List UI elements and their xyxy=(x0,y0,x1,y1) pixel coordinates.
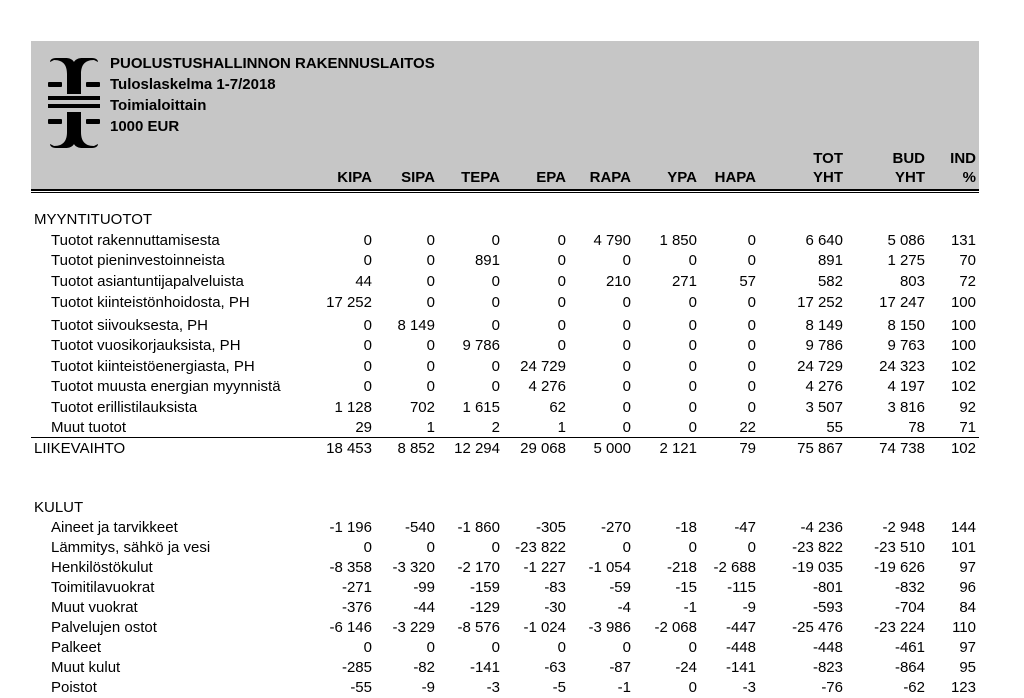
cell-value: 891 xyxy=(817,252,843,269)
cell-value: -8 358 xyxy=(329,559,372,576)
column-header: TOT xyxy=(813,150,843,167)
cell-value: 0 xyxy=(426,273,435,290)
cell-value: -59 xyxy=(609,579,631,596)
cell-value: 1 xyxy=(426,419,435,436)
row-label: Lämmitys, sähkö ja vesi xyxy=(51,539,211,556)
cell-value: 55 xyxy=(826,419,843,436)
total-row xyxy=(0,439,1024,459)
cell-value: 0 xyxy=(688,294,697,311)
cell-value: 0 xyxy=(557,294,566,311)
cell-value: 0 xyxy=(557,337,566,354)
cell-value: 4 197 xyxy=(887,378,925,395)
cell-value: 22 xyxy=(739,419,756,436)
cell-value: 24 323 xyxy=(879,358,925,375)
cell-value: -540 xyxy=(404,519,435,536)
cell-value: -87 xyxy=(609,659,631,676)
table-row xyxy=(0,658,1024,678)
cell-value: 0 xyxy=(426,378,435,395)
cell-value: -115 xyxy=(727,579,756,596)
cell-value: 8 150 xyxy=(887,317,925,334)
cell-value: 101 xyxy=(950,539,976,556)
report-title: Tuloslaskelma 1-7/2018 xyxy=(110,76,276,93)
section-heading xyxy=(0,210,1024,230)
cell-value: 0 xyxy=(363,232,372,249)
cell-value: 62 xyxy=(549,399,566,416)
cell-value: 0 xyxy=(491,539,500,556)
cell-value: 0 xyxy=(426,294,435,311)
cell-value: -1 054 xyxy=(588,559,631,576)
cell-value: 78 xyxy=(908,419,925,436)
cell-value: -47 xyxy=(734,519,756,536)
cell-value: -3 986 xyxy=(588,619,631,636)
cell-value: -270 xyxy=(600,519,631,536)
cell-value: 271 xyxy=(671,273,697,290)
cell-value: 29 068 xyxy=(520,440,566,457)
cell-value: 0 xyxy=(622,539,631,556)
cell-value: 100 xyxy=(950,294,976,311)
cell-value: -305 xyxy=(535,519,566,536)
cell-value: -448 xyxy=(725,639,756,656)
cell-value: 4 276 xyxy=(528,378,566,395)
row-label: Tuotot asiantuntijapalveluista xyxy=(51,273,244,290)
table-row xyxy=(0,336,1024,356)
cell-value: 144 xyxy=(950,519,976,536)
cell-value: 8 149 xyxy=(805,317,843,334)
cell-value: 0 xyxy=(363,539,372,556)
cell-value: 0 xyxy=(747,399,756,416)
cell-value: 8 149 xyxy=(397,317,435,334)
row-label: Palkeet xyxy=(51,639,102,656)
cell-value: 84 xyxy=(959,599,976,616)
total-rule xyxy=(31,437,979,438)
cell-value: 0 xyxy=(747,317,756,334)
cell-value: 0 xyxy=(363,358,372,375)
cell-value: 102 xyxy=(950,378,976,395)
cell-value: 1 128 xyxy=(334,399,372,416)
cell-value: 24 729 xyxy=(797,358,843,375)
cell-value: -1 196 xyxy=(329,519,372,536)
cell-value: 0 xyxy=(622,378,631,395)
table-row xyxy=(0,578,1024,598)
cell-value: -218 xyxy=(666,559,697,576)
cell-value: 57 xyxy=(739,273,756,290)
cell-value: -24 xyxy=(675,659,697,676)
table-row xyxy=(0,618,1024,638)
cell-value: -3 xyxy=(742,679,756,696)
row-label: Tuotot siivouksesta, PH xyxy=(51,317,209,334)
cell-value: 0 xyxy=(363,337,372,354)
cell-value: 0 xyxy=(622,358,631,375)
cell-value: 891 xyxy=(474,252,500,269)
cell-value: 0 xyxy=(688,639,697,656)
table-row xyxy=(0,398,1024,418)
cell-value: 74 738 xyxy=(879,440,925,457)
header-rule xyxy=(31,189,979,191)
cell-value: 9 786 xyxy=(805,337,843,354)
cell-value: 8 852 xyxy=(397,440,435,457)
cell-value: 9 786 xyxy=(462,337,500,354)
cell-value: -9 xyxy=(742,599,756,616)
cell-value: 702 xyxy=(409,399,435,416)
cell-value: 100 xyxy=(950,317,976,334)
cell-value: 0 xyxy=(622,399,631,416)
row-label: Toimitilavuokrat xyxy=(51,579,155,596)
cell-value: -3 229 xyxy=(392,619,435,636)
cell-value: 95 xyxy=(959,659,976,676)
cell-value: 0 xyxy=(363,378,372,395)
cell-value: 29 xyxy=(355,419,372,436)
cell-value: 0 xyxy=(622,252,631,269)
cell-value: 12 294 xyxy=(454,440,500,457)
cell-value: -593 xyxy=(812,599,843,616)
cell-value: 2 121 xyxy=(659,440,697,457)
table-row xyxy=(0,357,1024,377)
cell-value: -2 170 xyxy=(457,559,500,576)
section-heading xyxy=(0,498,1024,518)
cell-value: 3 816 xyxy=(887,399,925,416)
row-label: Poistot xyxy=(51,679,97,696)
row-label: Tuotot kiinteistöenergiasta, PH xyxy=(51,358,255,375)
cell-value: 0 xyxy=(747,252,756,269)
row-label: Tuotot rakennuttamisesta xyxy=(51,232,220,249)
cell-value: -1 860 xyxy=(457,519,500,536)
table-row xyxy=(0,518,1024,538)
row-label: Muut tuotot xyxy=(51,419,127,436)
cell-value: 0 xyxy=(747,232,756,249)
cell-value: -3 320 xyxy=(392,559,435,576)
cell-value: -823 xyxy=(812,659,843,676)
cell-value: -44 xyxy=(413,599,435,616)
cell-value: 0 xyxy=(688,419,697,436)
cell-value: -159 xyxy=(469,579,500,596)
report-breakdown: Toimialoittain xyxy=(110,97,207,114)
row-label: MYYNTITUOTOT xyxy=(34,211,153,228)
cell-value: 0 xyxy=(747,294,756,311)
cell-value: 0 xyxy=(363,252,372,269)
cell-value: 92 xyxy=(959,399,976,416)
cell-value: -9 xyxy=(421,679,435,696)
cell-value: 1 xyxy=(557,419,566,436)
cell-value: 17 252 xyxy=(326,294,372,311)
row-label: KULUT xyxy=(34,499,84,516)
cell-value: 0 xyxy=(688,378,697,395)
cell-value: 102 xyxy=(950,358,976,375)
cell-value: 0 xyxy=(622,419,631,436)
cell-value: -23 822 xyxy=(792,539,843,556)
cell-value: 97 xyxy=(959,559,976,576)
cell-value: 0 xyxy=(622,337,631,354)
cell-value: 0 xyxy=(426,539,435,556)
cell-value: 0 xyxy=(622,639,631,656)
column-header: IND xyxy=(950,150,976,167)
row-label: Tuotot kiinteistönhoidosta, PH xyxy=(51,294,250,311)
cell-value: 123 xyxy=(950,679,976,696)
cell-value: -23 510 xyxy=(874,539,925,556)
column-header: RAPA xyxy=(589,169,631,186)
cell-value: -23 822 xyxy=(515,539,566,556)
cell-value: -2 948 xyxy=(882,519,925,536)
table-row xyxy=(0,418,1024,438)
cell-value: 0 xyxy=(557,639,566,656)
cell-value: -864 xyxy=(894,659,925,676)
cell-value: 210 xyxy=(605,273,631,290)
cell-value: 24 729 xyxy=(520,358,566,375)
cell-value: -3 xyxy=(486,679,500,696)
cell-value: 0 xyxy=(363,639,372,656)
table-row xyxy=(0,231,1024,251)
column-header: YHT xyxy=(813,169,843,186)
cell-value: -30 xyxy=(544,599,566,616)
cell-value: 0 xyxy=(491,378,500,395)
table-row xyxy=(0,678,1024,698)
cell-value: -376 xyxy=(341,599,372,616)
cell-value: 0 xyxy=(747,358,756,375)
cell-value: 0 xyxy=(491,273,500,290)
cell-value: 0 xyxy=(491,294,500,311)
cell-value: 0 xyxy=(557,252,566,269)
cell-value: -19 035 xyxy=(792,559,843,576)
cell-value: 79 xyxy=(739,440,756,457)
cell-value: -448 xyxy=(812,639,843,656)
cell-value: 18 453 xyxy=(326,440,372,457)
column-header: EPA xyxy=(536,169,566,186)
cell-value: -832 xyxy=(894,579,925,596)
cell-value: -18 xyxy=(675,519,697,536)
cell-value: -55 xyxy=(350,679,372,696)
row-label: Tuotot vuosikorjauksista, PH xyxy=(51,337,241,354)
cell-value: -447 xyxy=(725,619,756,636)
cell-value: -76 xyxy=(821,679,843,696)
cell-value: -271 xyxy=(341,579,372,596)
cell-value: 17 252 xyxy=(797,294,843,311)
row-label: Tuotot muusta energian myynnistä xyxy=(51,378,281,395)
cell-value: 0 xyxy=(688,539,697,556)
cell-value: 3 507 xyxy=(805,399,843,416)
cell-value: 4 790 xyxy=(593,232,631,249)
cell-value: -129 xyxy=(469,599,500,616)
column-header: BUD xyxy=(892,150,925,167)
cell-value: -1 227 xyxy=(523,559,566,576)
cell-value: -83 xyxy=(544,579,566,596)
cell-value: 4 276 xyxy=(805,378,843,395)
org-name: PUOLUSTUSHALLINNON RAKENNUSLAITOS xyxy=(110,55,435,72)
organization-logo-icon xyxy=(48,56,100,150)
cell-value: 0 xyxy=(747,378,756,395)
cell-value: 0 xyxy=(491,358,500,375)
cell-value: 0 xyxy=(426,337,435,354)
cell-value: 1 275 xyxy=(887,252,925,269)
cell-value: -4 236 xyxy=(800,519,843,536)
cell-value: 2 xyxy=(491,419,500,436)
cell-value: 0 xyxy=(426,358,435,375)
row-label: Tuotot pieninvestoinneista xyxy=(51,252,225,269)
row-label: Tuotot erillistilauksista xyxy=(51,399,198,416)
column-header: YPA xyxy=(667,169,697,186)
cell-value: 0 xyxy=(622,317,631,334)
cell-value: -6 146 xyxy=(329,619,372,636)
report-titles xyxy=(110,53,435,137)
cell-value: -704 xyxy=(894,599,925,616)
cell-value: 0 xyxy=(688,679,697,696)
cell-value: 71 xyxy=(959,419,976,436)
table-row xyxy=(0,558,1024,578)
cell-value: -15 xyxy=(675,579,697,596)
cell-value: -5 xyxy=(552,679,566,696)
cell-value: 0 xyxy=(688,358,697,375)
cell-value: 0 xyxy=(557,317,566,334)
column-header: KIPA xyxy=(337,169,372,186)
cell-value: 803 xyxy=(899,273,925,290)
cell-value: 1 615 xyxy=(462,399,500,416)
cell-value: -2 068 xyxy=(654,619,697,636)
cell-value: -63 xyxy=(544,659,566,676)
cell-value: -141 xyxy=(725,659,756,676)
cell-value: 0 xyxy=(491,317,500,334)
cell-value: 44 xyxy=(355,273,372,290)
table-row xyxy=(0,293,1024,313)
cell-value: 17 247 xyxy=(879,294,925,311)
cell-value: -99 xyxy=(413,579,435,596)
column-header: % xyxy=(962,169,976,186)
table-row xyxy=(0,251,1024,271)
cell-value: 97 xyxy=(959,639,976,656)
cell-value: 0 xyxy=(688,252,697,269)
cell-value: -285 xyxy=(341,659,372,676)
cell-value: 9 763 xyxy=(887,337,925,354)
cell-value: 72 xyxy=(959,273,976,290)
cell-value: -141 xyxy=(469,659,500,676)
cell-value: 102 xyxy=(950,440,976,457)
column-header: HAPA xyxy=(714,169,756,186)
cell-value: 1 850 xyxy=(659,232,697,249)
cell-value: 0 xyxy=(688,399,697,416)
cell-value: 6 640 xyxy=(805,232,843,249)
column-header: TEPA xyxy=(461,169,500,186)
cell-value: -1 xyxy=(683,599,697,616)
cell-value: 70 xyxy=(959,252,976,269)
cell-value: -1 xyxy=(617,679,631,696)
cell-value: 0 xyxy=(426,639,435,656)
cell-value: 0 xyxy=(426,252,435,269)
cell-value: 75 867 xyxy=(797,440,843,457)
row-label: Muut vuokrat xyxy=(51,599,138,616)
cell-value: 0 xyxy=(557,273,566,290)
cell-value: -2 688 xyxy=(713,559,756,576)
table-row xyxy=(0,272,1024,292)
cell-value: 0 xyxy=(426,232,435,249)
cell-value: -82 xyxy=(413,659,435,676)
cell-value: 100 xyxy=(950,337,976,354)
cell-value: -19 626 xyxy=(874,559,925,576)
cell-value: 131 xyxy=(950,232,976,249)
cell-value: -8 576 xyxy=(457,619,500,636)
cell-value: -23 224 xyxy=(874,619,925,636)
row-label: LIIKEVAIHTO xyxy=(34,440,126,457)
cell-value: 0 xyxy=(688,317,697,334)
cell-value: -25 476 xyxy=(792,619,843,636)
row-label: Aineet ja tarvikkeet xyxy=(51,519,178,536)
cell-value: 110 xyxy=(952,619,976,636)
cell-value: 0 xyxy=(363,317,372,334)
cell-value: 0 xyxy=(688,337,697,354)
cell-value: 0 xyxy=(622,294,631,311)
table-row xyxy=(0,598,1024,618)
cell-value: 5 000 xyxy=(593,440,631,457)
row-label: Muut kulut xyxy=(51,659,121,676)
row-label: Palvelujen ostot xyxy=(51,619,157,636)
row-label: Henkilöstökulut xyxy=(51,559,153,576)
column-header: YHT xyxy=(895,169,925,186)
cell-value: -62 xyxy=(903,679,925,696)
cell-value: 5 086 xyxy=(887,232,925,249)
table-row xyxy=(0,316,1024,336)
cell-value: -1 024 xyxy=(523,619,566,636)
cell-value: -801 xyxy=(812,579,843,596)
table-row xyxy=(0,377,1024,397)
header-rule-thin xyxy=(31,192,979,193)
column-header: SIPA xyxy=(401,169,435,186)
cell-value: 0 xyxy=(491,639,500,656)
cell-value: -461 xyxy=(894,639,925,656)
table-row xyxy=(0,638,1024,658)
cell-value: 0 xyxy=(747,539,756,556)
cell-value: 582 xyxy=(817,273,843,290)
cell-value: 0 xyxy=(747,337,756,354)
report-unit: 1000 EUR xyxy=(110,118,180,135)
cell-value: 0 xyxy=(491,232,500,249)
cell-value: -4 xyxy=(617,599,631,616)
cell-value: 0 xyxy=(557,232,566,249)
table-row xyxy=(0,538,1024,558)
cell-value: 96 xyxy=(959,579,976,596)
